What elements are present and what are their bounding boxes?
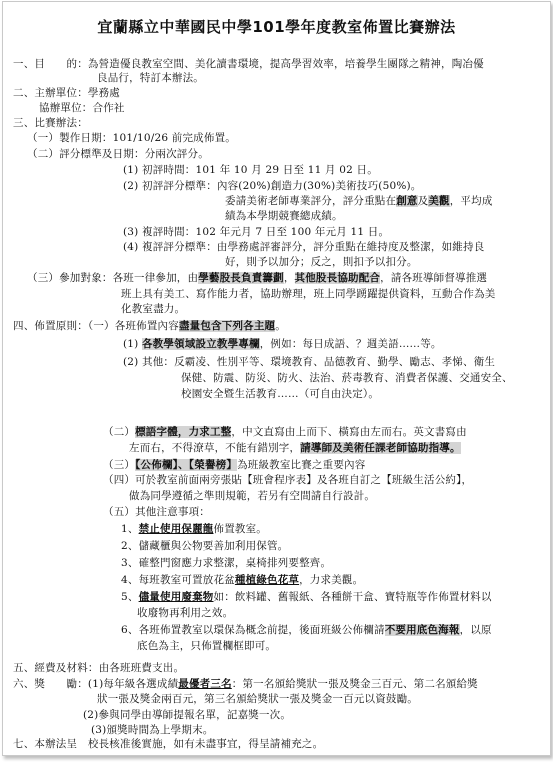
section-purpose-line-2: 良品行，特訂本辦法。 — [97, 72, 204, 84]
item-rest: ，例如：每日成語、？週美語……等。 — [259, 338, 442, 350]
highlight-bulletin-honor: 【公佈欄】、【榮譽榜】 — [135, 459, 238, 471]
principles-teaching-column — [123, 338, 442, 351]
principles-other-line-1: (2) 其他：反霸凌、性別平等、環境教育、品德教育、勤學、勵志、孝悌、衛生 — [123, 356, 496, 368]
rules-second-review-note: 好，則予以加分；反之，則扣予以扣分。 — [225, 256, 418, 268]
highlight-slogan: 標語字體，力求工整 — [135, 426, 232, 438]
slogan-rest: ，中文直寫由上而下、橫寫由左而右。英文書寫由 — [231, 426, 467, 438]
note-item-1 — [121, 523, 267, 536]
principles-slogan-line-2 — [129, 442, 461, 455]
principles-posting-line-1: （四）可於教室前面兩旁張貼【班會程序表】及各班自訂之【班級生活公約】， — [103, 474, 473, 486]
note-and: 及 — [417, 195, 429, 207]
note-item-4 — [121, 574, 363, 587]
note-item-6 — [121, 624, 492, 637]
note-1-emphasis: 禁止使用保麗龍 — [138, 523, 214, 535]
participants-text: （三）參加對象：各班一律參加，由 — [27, 272, 199, 284]
section-co-organizer: 協辦單位：合作社 — [39, 102, 125, 114]
awards-emphasis: 最優者三名 — [178, 678, 232, 690]
rules-participants-line-3: 化教室盡力。 — [121, 303, 186, 315]
rules-participants-line-2: 班上具有美工、寫作能力者，協助辦理，班上同學踴躍提供資料，互動合作為美 — [121, 288, 496, 300]
note-1-num: 1、 — [121, 523, 139, 535]
note-item-2: 2、儲藏櫃與公物要善加利用保管。 — [121, 540, 289, 552]
bulletin-rest: 為班級教室比賽之重要內容 — [237, 459, 366, 471]
note-1-rest: 佈置教室。 — [213, 523, 267, 535]
principles-end: 。 — [275, 320, 286, 332]
section-budget: 五、經費及材料：由各班班費支出。 — [13, 662, 185, 674]
principles-notes-heading: （五）其他注意事項： — [103, 506, 210, 518]
section-awards-line-4: (3)頒獎時間為上學期末。 — [91, 724, 214, 736]
note-item-5 — [121, 591, 492, 604]
note-text: 委請美術老師專業評分，評分重點在 — [225, 195, 397, 207]
highlight-no-poster: 不要用底色海報 — [384, 624, 460, 636]
section-awards-line-3: (2)參與同學由導師提報名單，記嘉獎一次。 — [83, 709, 292, 721]
highlight-teaching-column: 各教學領域設立教學專欄 — [142, 338, 260, 350]
rules-first-review-time: (1) 初評時間：101 年 10 月 29 日至 11 月 02 日。 — [123, 164, 378, 176]
rules-first-review-note-2: 績為本學期競賽總成績。 — [225, 210, 343, 222]
document-title: 宜蘭縣立中華國民中學101學年度教室佈置比賽辦法 — [97, 18, 456, 36]
document-page — [2, 1, 551, 756]
rules-scoring-heading: （二）評分標準及日期：分兩次評分。 — [27, 148, 209, 160]
awards-text: 六、獎 勵：(1)每年級各選成績 — [13, 678, 179, 690]
bulletin-prefix: （三） — [103, 459, 136, 471]
rules-first-review-criteria: (2) 初評評分標準：內容(20%)創造力(30%)美術技巧(50%)。 — [123, 180, 422, 192]
note-5-rest: 如：飲料罐、舊報紙、各種餅干盒、寶特瓶等作佈置材料以 — [213, 591, 492, 603]
principles-posting-line-2: 做為同學遵循之準則規範，若另有空間請自行設計。 — [129, 490, 376, 502]
note-4-emphasis: 種植綠色花草 — [234, 574, 300, 586]
rules-second-review-time: (3) 複評時間：102 年元月 7 日至 100 年元月 11 日。 — [123, 226, 390, 238]
participants-comma: ， — [283, 272, 295, 284]
principles-slogan-line-1 — [103, 426, 467, 439]
rules-first-review-note — [225, 195, 493, 208]
item-prefix: (1) — [123, 338, 143, 350]
section-awards-line-2: 狀一張及獎金兩百元，第三名頒給獎狀一張及獎金一百元以資鼓勵。 — [97, 693, 418, 705]
principles-other-line-2: 保健、防震、防災、防火、法治、菸毒教育、消費者保護、交通安全、 — [181, 372, 513, 384]
highlight-other-leaders: 其他股長協助配合 — [294, 272, 381, 284]
section-rules-heading: 三、比賽辦法： — [13, 117, 88, 129]
highlight-art-leader: 學藝股長負責籌劃 — [198, 272, 284, 284]
section-organizer: 二、主辦單位：學務處 — [13, 87, 120, 99]
section-awards-line-1 — [13, 678, 478, 691]
awards-rest: ：第一名頒給獎狀一張及獎金三百元、第二名頒給獎 — [231, 678, 478, 690]
note-6-rest: ，以原 — [459, 624, 492, 636]
highlight-teacher-guidance: 請導師及美術任課老師協助指導。 — [300, 442, 461, 454]
rules-participants-line-1 — [27, 272, 487, 285]
note-end: ，平均成 — [449, 195, 493, 207]
slogan-text: 左而右，不得潦草，不能有錯別字， — [129, 442, 301, 454]
principles-bulletin — [103, 459, 365, 472]
note-6-text: 6、各班佈置教室以環保為概念前提，後面班級公佈欄請 — [121, 624, 385, 636]
section-purpose-line-1: 一、目 的：為營造優良教室空間、美化讀書環境，提高學習效率，培養學生團隊之精神，陶冶優 — [13, 58, 484, 70]
note-4-rest: ，力求美觀。 — [299, 574, 364, 586]
participants-end: ，請各班導師督導推選 — [380, 272, 488, 284]
slogan-prefix: （二） — [103, 426, 136, 438]
section-implementation: 七、本辦法呈 校長核准後實施，如有未盡事宜，得呈請補充之。 — [13, 738, 324, 750]
highlight-aesthetics: 美觀 — [428, 195, 450, 207]
note-5-emphasis: 儘量使用廢棄物 — [138, 591, 214, 603]
note-item-5-cont: 收廢物再利用之效。 — [137, 607, 234, 619]
note-item-3: 3、確整門窗應力求整潔，桌椅排列要整齊。 — [121, 557, 332, 569]
note-4-text: 4、每班教室可置放花盆 — [121, 574, 235, 586]
rules-second-review-criteria: (4) 複評評分標準：由學務處評審評分，評分重點在維持度及整潔，如維持良 — [123, 241, 485, 253]
principles-text: 四、佈置原則：（一）各班佈置內容 — [13, 320, 179, 332]
principles-other-line-3: 校園安全暨生活教育……（可自由決定）。 — [181, 388, 380, 400]
section-principles-line-1 — [13, 320, 286, 333]
note-item-6-cont: 底色為主，只佈置欄框即可。 — [137, 640, 277, 652]
highlight-creativity: 創意 — [396, 195, 418, 207]
rules-production-date: （一）製作日期：101/10/26 前完成佈置。 — [27, 132, 236, 144]
note-5-num: 5、 — [121, 591, 139, 603]
highlight-themes: 盡量包含下列各主題 — [178, 320, 276, 332]
